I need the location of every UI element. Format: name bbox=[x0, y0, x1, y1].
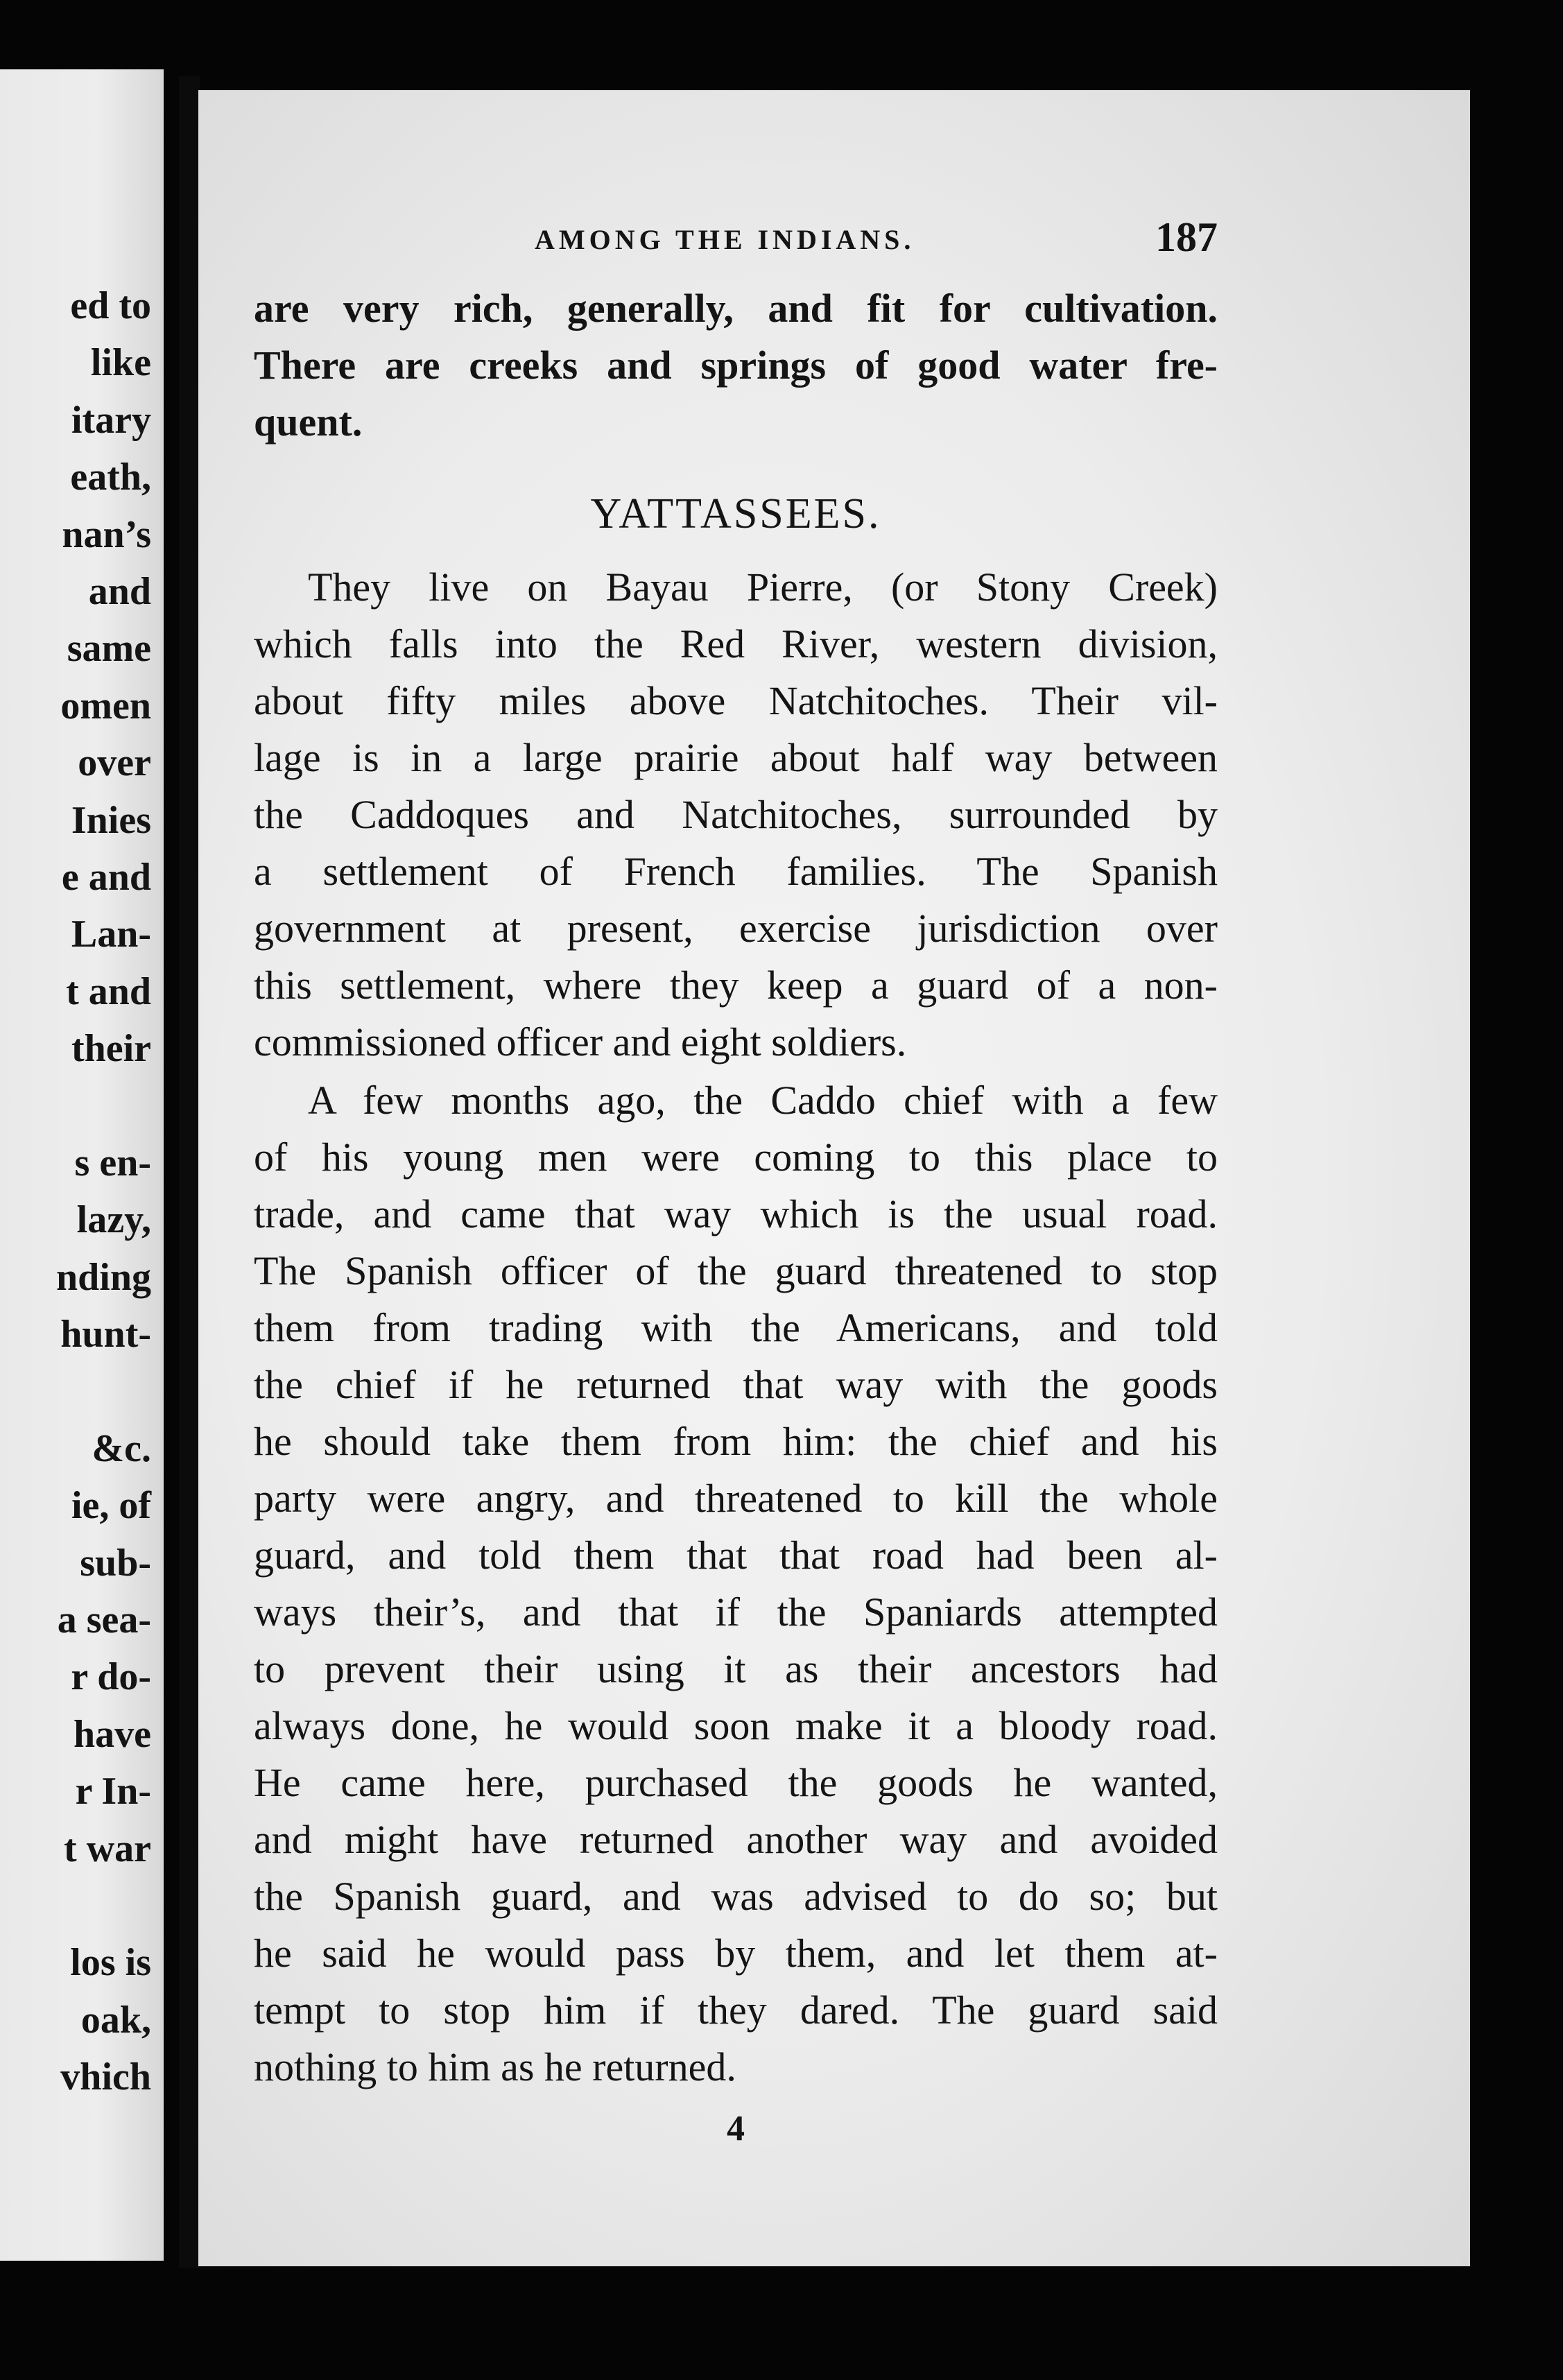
text-line: He came here, purchased the goods he wanted, bbox=[254, 1760, 1218, 1805]
text-line: quent. bbox=[254, 399, 363, 445]
text-line: to prevent their using it as their ancestors had bbox=[254, 1646, 1218, 1691]
left-page-line-fragment: nding bbox=[56, 1255, 151, 1299]
text-line: always done, he would soon make it a bloody road. bbox=[254, 1703, 1218, 1748]
left-page-line-fragment: lazy, bbox=[76, 1198, 151, 1242]
left-page-line-fragment: los is bbox=[70, 1941, 151, 1985]
page-gutter-shadow bbox=[179, 76, 200, 2268]
left-page-line-fragment: their bbox=[71, 1027, 151, 1071]
text-line: about fifty miles above Natchitoches. Their vil- bbox=[254, 678, 1218, 723]
left-page-line-fragment: t war bbox=[64, 1827, 151, 1870]
text-line: commissioned officer and eight soldiers. bbox=[254, 1019, 907, 1064]
text-line: trade, and came that way which is the usual road. bbox=[254, 1191, 1218, 1236]
text-line: A few months ago, the Caddo chief with a few bbox=[308, 1078, 1218, 1123]
left-page-line-fragment: r do- bbox=[71, 1655, 151, 1699]
paragraph-caddo-chief bbox=[254, 1072, 1218, 2096]
left-page-line-fragment: Inies bbox=[71, 798, 151, 842]
running-head bbox=[254, 214, 1218, 269]
text-line: and might have returned another way and avoided bbox=[254, 1817, 1218, 1862]
text-line: tempt to stop him if they dared. The guard said bbox=[254, 1987, 1218, 2033]
left-page-line-fragment: and bbox=[88, 569, 151, 613]
text-line: lage is in a large prairie about half way between bbox=[254, 735, 1218, 780]
left-page-line-fragment: itary bbox=[71, 398, 151, 442]
left-page-line-fragment: like bbox=[90, 341, 151, 385]
text-line: of his young men were coming to this place to bbox=[254, 1135, 1218, 1180]
text-line: ways their’s, and that if the Spaniards attempted bbox=[254, 1589, 1218, 1635]
left-page-line-fragment bbox=[0, 1363, 151, 1420]
left-page-line-fragment: e and bbox=[61, 855, 151, 899]
text-line: the Caddoques and Natchitoches, surrounded by bbox=[254, 792, 1218, 837]
text-line: a settlement of French families. The Spanish bbox=[254, 849, 1218, 894]
section-heading: YATTASSEES. bbox=[590, 490, 881, 537]
left-page-line-fragment: vhich bbox=[60, 2055, 151, 2099]
left-page-text-column bbox=[0, 277, 151, 2106]
text-line: the Spanish guard, and was advised to do so; but bbox=[254, 1874, 1218, 1919]
left-page-line-fragment: Lan- bbox=[71, 913, 151, 956]
text-line: he should take them from him: the chief and his bbox=[254, 1419, 1218, 1464]
left-page-line-fragment: omen bbox=[60, 684, 151, 727]
running-head-title: AMONG THE INDIANS. bbox=[535, 224, 915, 255]
left-page-line-fragment: a sea- bbox=[57, 1598, 151, 1641]
left-page-line-fragment: s en- bbox=[74, 1141, 151, 1184]
text-line: the chief if he returned that way with the goods bbox=[254, 1362, 1218, 1407]
text-line: he said he would pass by them, and let them at- bbox=[254, 1931, 1218, 1976]
text-line: government at present, exercise jurisdiction over bbox=[254, 906, 1218, 951]
text-line: They live on Bayau Pierre, (or Stony Creek) bbox=[308, 564, 1218, 610]
paragraph-continuation bbox=[254, 280, 1218, 451]
text-line: There are creeks and springs of good water fre- bbox=[254, 343, 1218, 388]
left-page-line-fragment: &c. bbox=[92, 1426, 151, 1470]
text-line: guard, and told them that that road had been al- bbox=[254, 1533, 1218, 1578]
left-page-fragment bbox=[0, 69, 164, 2261]
text-line: The Spanish officer of the guard threatened to stop bbox=[254, 1248, 1218, 1293]
left-page-line-fragment: t and bbox=[66, 969, 151, 1013]
left-page-line-fragment: same bbox=[67, 627, 151, 671]
text-line: this settlement, where they keep a guard of a non- bbox=[254, 963, 1218, 1008]
text-line: them from trading with the Americans, and told bbox=[254, 1305, 1218, 1350]
text-line: party were angry, and threatened to kill the whole bbox=[254, 1476, 1218, 1521]
left-page-line-fragment: oak, bbox=[80, 1998, 151, 2042]
left-page-line-fragment: nan’s bbox=[62, 512, 151, 556]
left-page-line-fragment bbox=[0, 1077, 151, 1134]
paragraph-yattassees-location bbox=[254, 559, 1218, 1071]
left-page-line-fragment: sub- bbox=[80, 1541, 151, 1585]
text-line: which falls into the Red River, western division, bbox=[254, 621, 1218, 666]
left-page-line-fragment: have bbox=[74, 1712, 151, 1756]
left-page-line-fragment: hunt- bbox=[60, 1313, 151, 1356]
text-line: are very rich, generally, and fit for cultivation. bbox=[254, 286, 1218, 331]
left-page-line-fragment: r In- bbox=[75, 1770, 151, 1813]
left-page-line-fragment: ed to bbox=[70, 284, 151, 327]
left-page-line-fragment: over bbox=[78, 741, 151, 785]
left-page-line-fragment: eath, bbox=[70, 456, 151, 499]
page-number: 187 bbox=[1155, 214, 1218, 260]
left-page-line-fragment bbox=[0, 1877, 151, 1934]
left-page-line-fragment: ie, of bbox=[71, 1484, 151, 1528]
text-line: nothing to him as he returned. bbox=[254, 2044, 736, 2089]
signature-mark: 4 bbox=[727, 2109, 745, 2148]
